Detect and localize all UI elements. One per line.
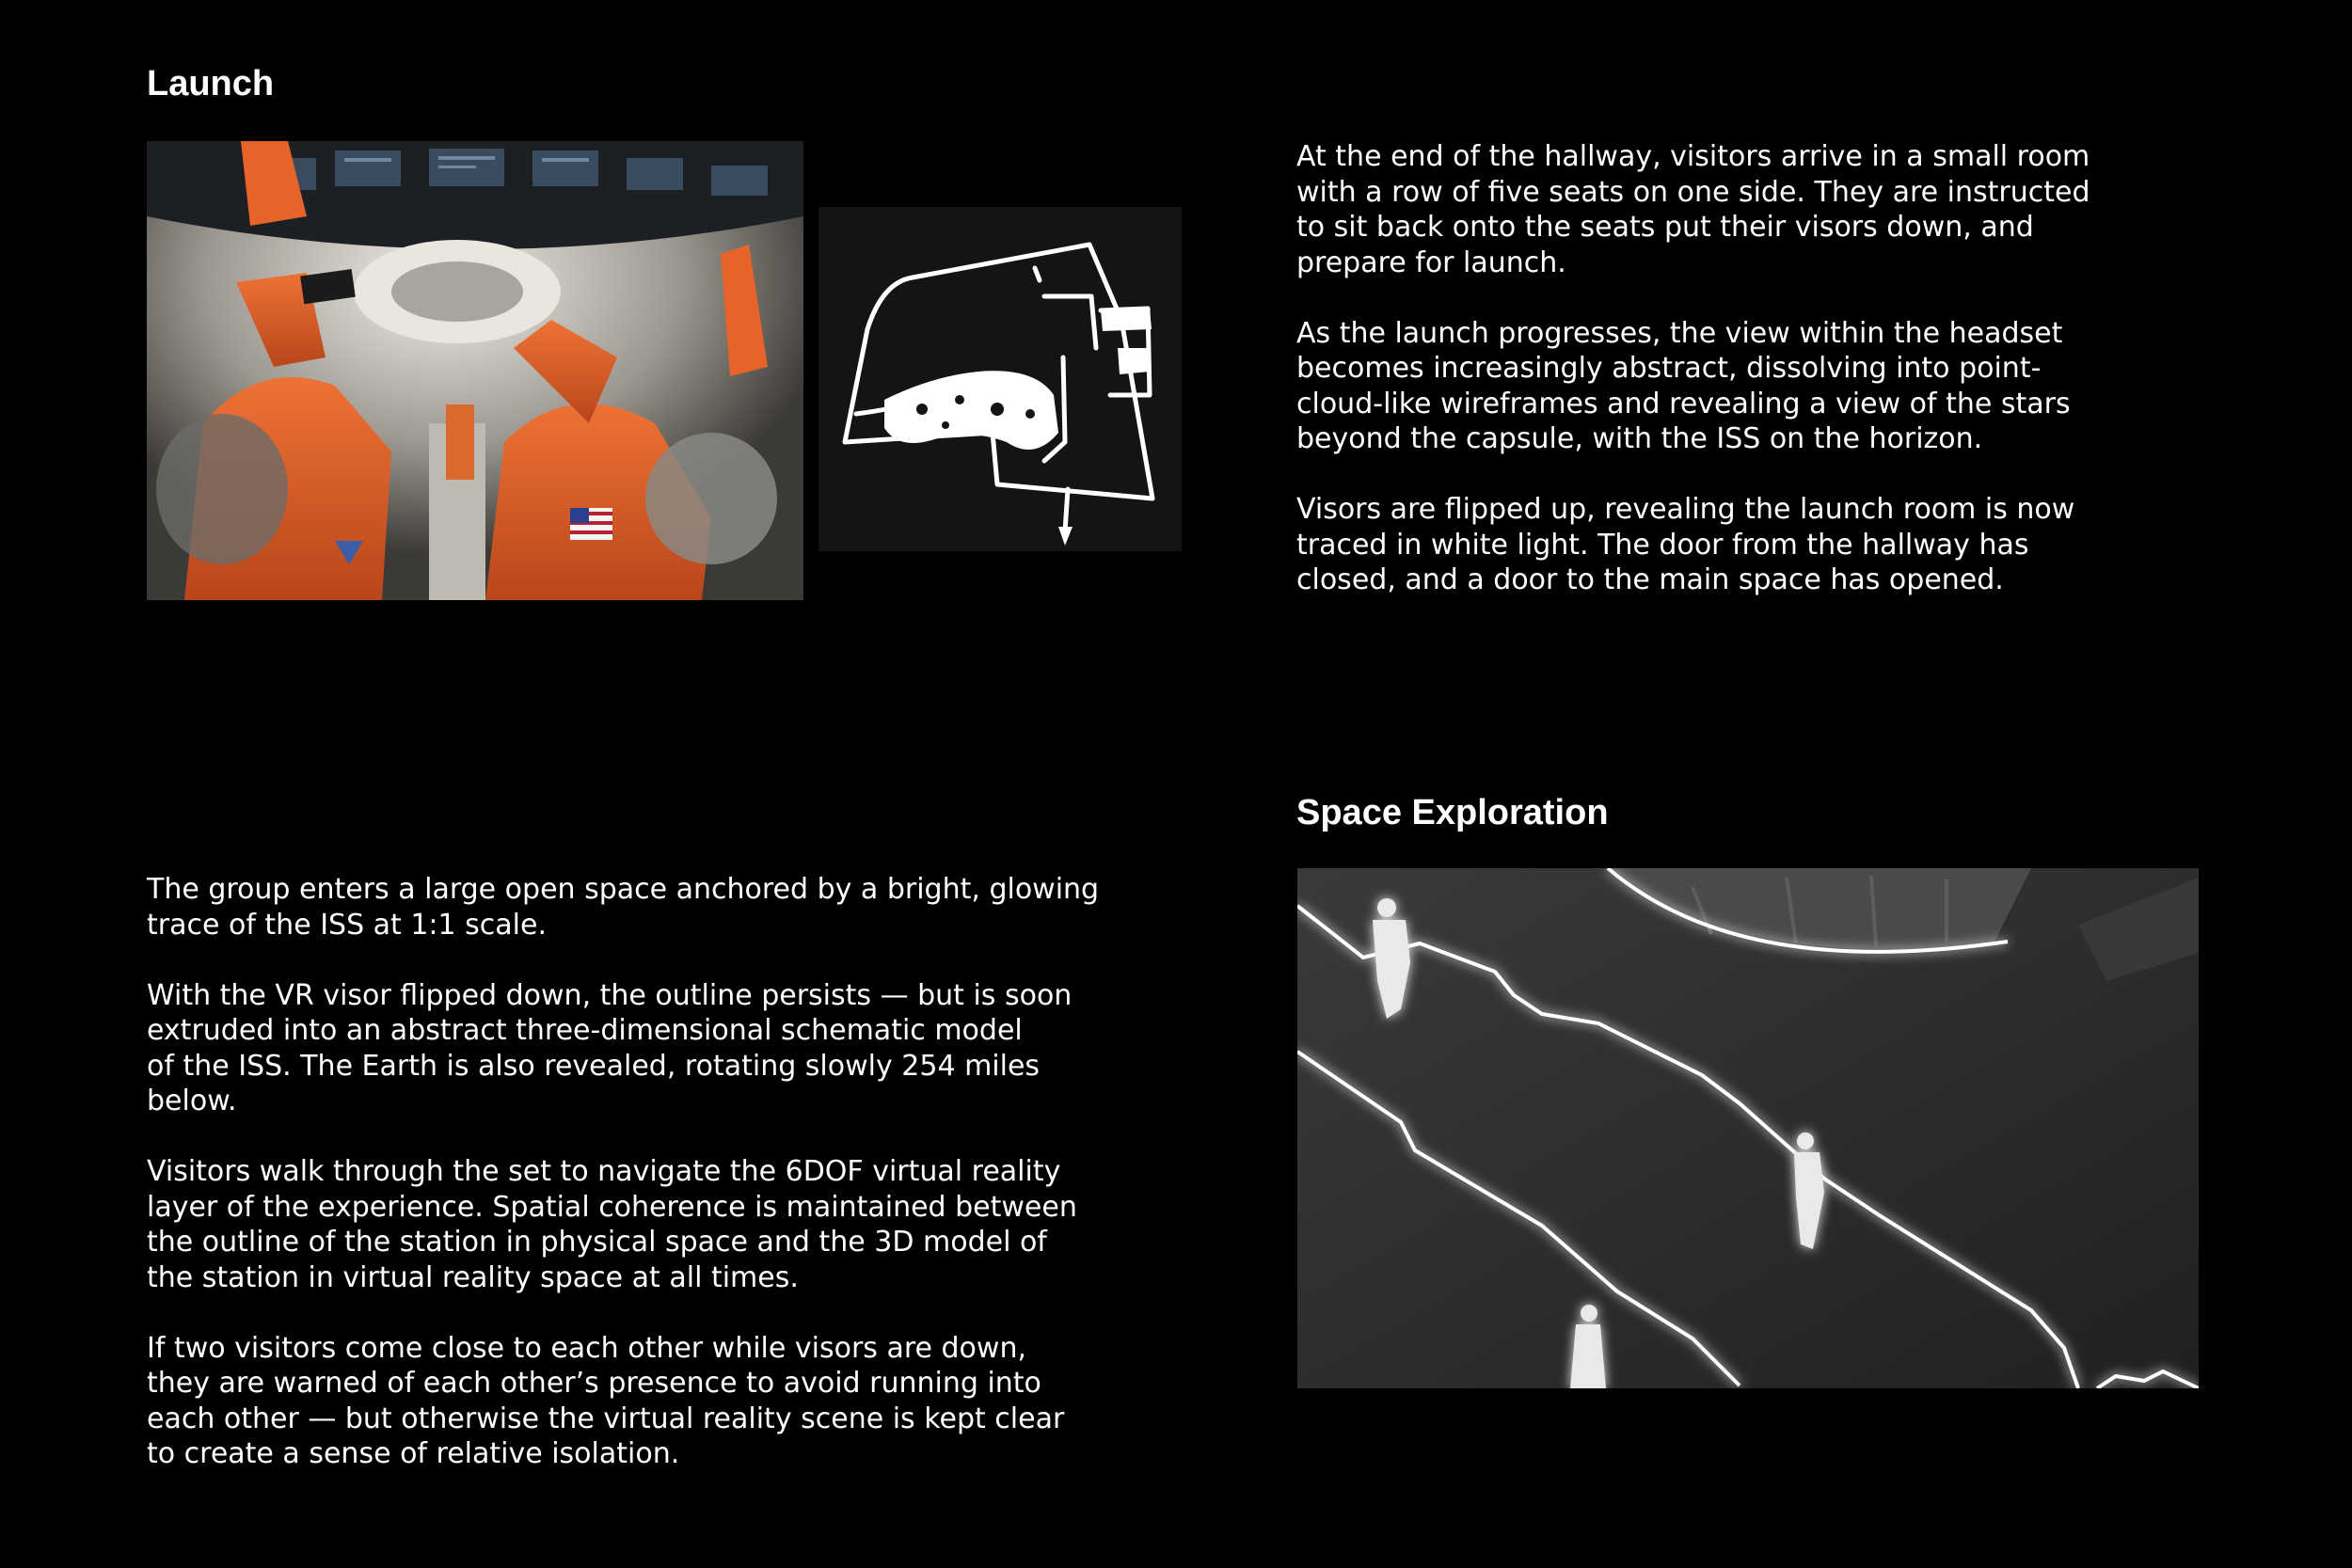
space-exploration-heading: Space Exploration: [1296, 793, 1609, 832]
space-paragraph-3: Visitors walk through the set to navigate the 6DOF virtual reality layer of the experience. Spatial coherence is maintained between the outline of the station in physical space and the 3D model of the station in virtual reality space at all times.: [147, 1155, 1077, 1294]
launch-paragraph-2: As the launch progresses, the view within the headset becomes increasingly abstract, dissolving into point- cloud-like wireframes and revealing a view of the stars beyond the capsule, with the ISS on the horizon.: [1296, 316, 2071, 455]
launch-paragraph-1: At the end of the hallway, visitors arrive in a small room with a row of five seats on one side. They are instructed to sit back onto the seats put their visors down, and prepare for launch.: [1296, 140, 2090, 279]
iss-trace-render-image: [1297, 868, 2199, 1388]
capsule-interior-photo: [147, 141, 803, 600]
space-paragraph-4: If two visitors come close to each other while visors are down, they are warned of each other’s presence to avoid running into each other — but otherwise the virtual reality scene is kept clear to create a sense of relative isolation.: [147, 1331, 1065, 1470]
space-paragraph-2: With the VR visor flipped down, the outline persists — but is soon extruded into an abstract three-dimensional schematic model of the ISS. The Earth is also revealed, rotating slowly 254 miles below.: [147, 978, 1073, 1117]
space-paragraph-1: The group enters a large open space anchored by a bright, glowing trace of the ISS at 1:1 scale.: [147, 873, 1100, 942]
space-exploration-description: [147, 872, 1229, 1507]
launch-paragraph-3: Visors are flipped up, revealing the launch room is now traced in white light. The door from the hallway has closed, and a door to the main space has opened.: [1296, 493, 2075, 596]
capsule-sketch-image: [818, 207, 1182, 551]
launch-description: [1296, 139, 2237, 633]
launch-heading: Launch: [147, 64, 275, 103]
